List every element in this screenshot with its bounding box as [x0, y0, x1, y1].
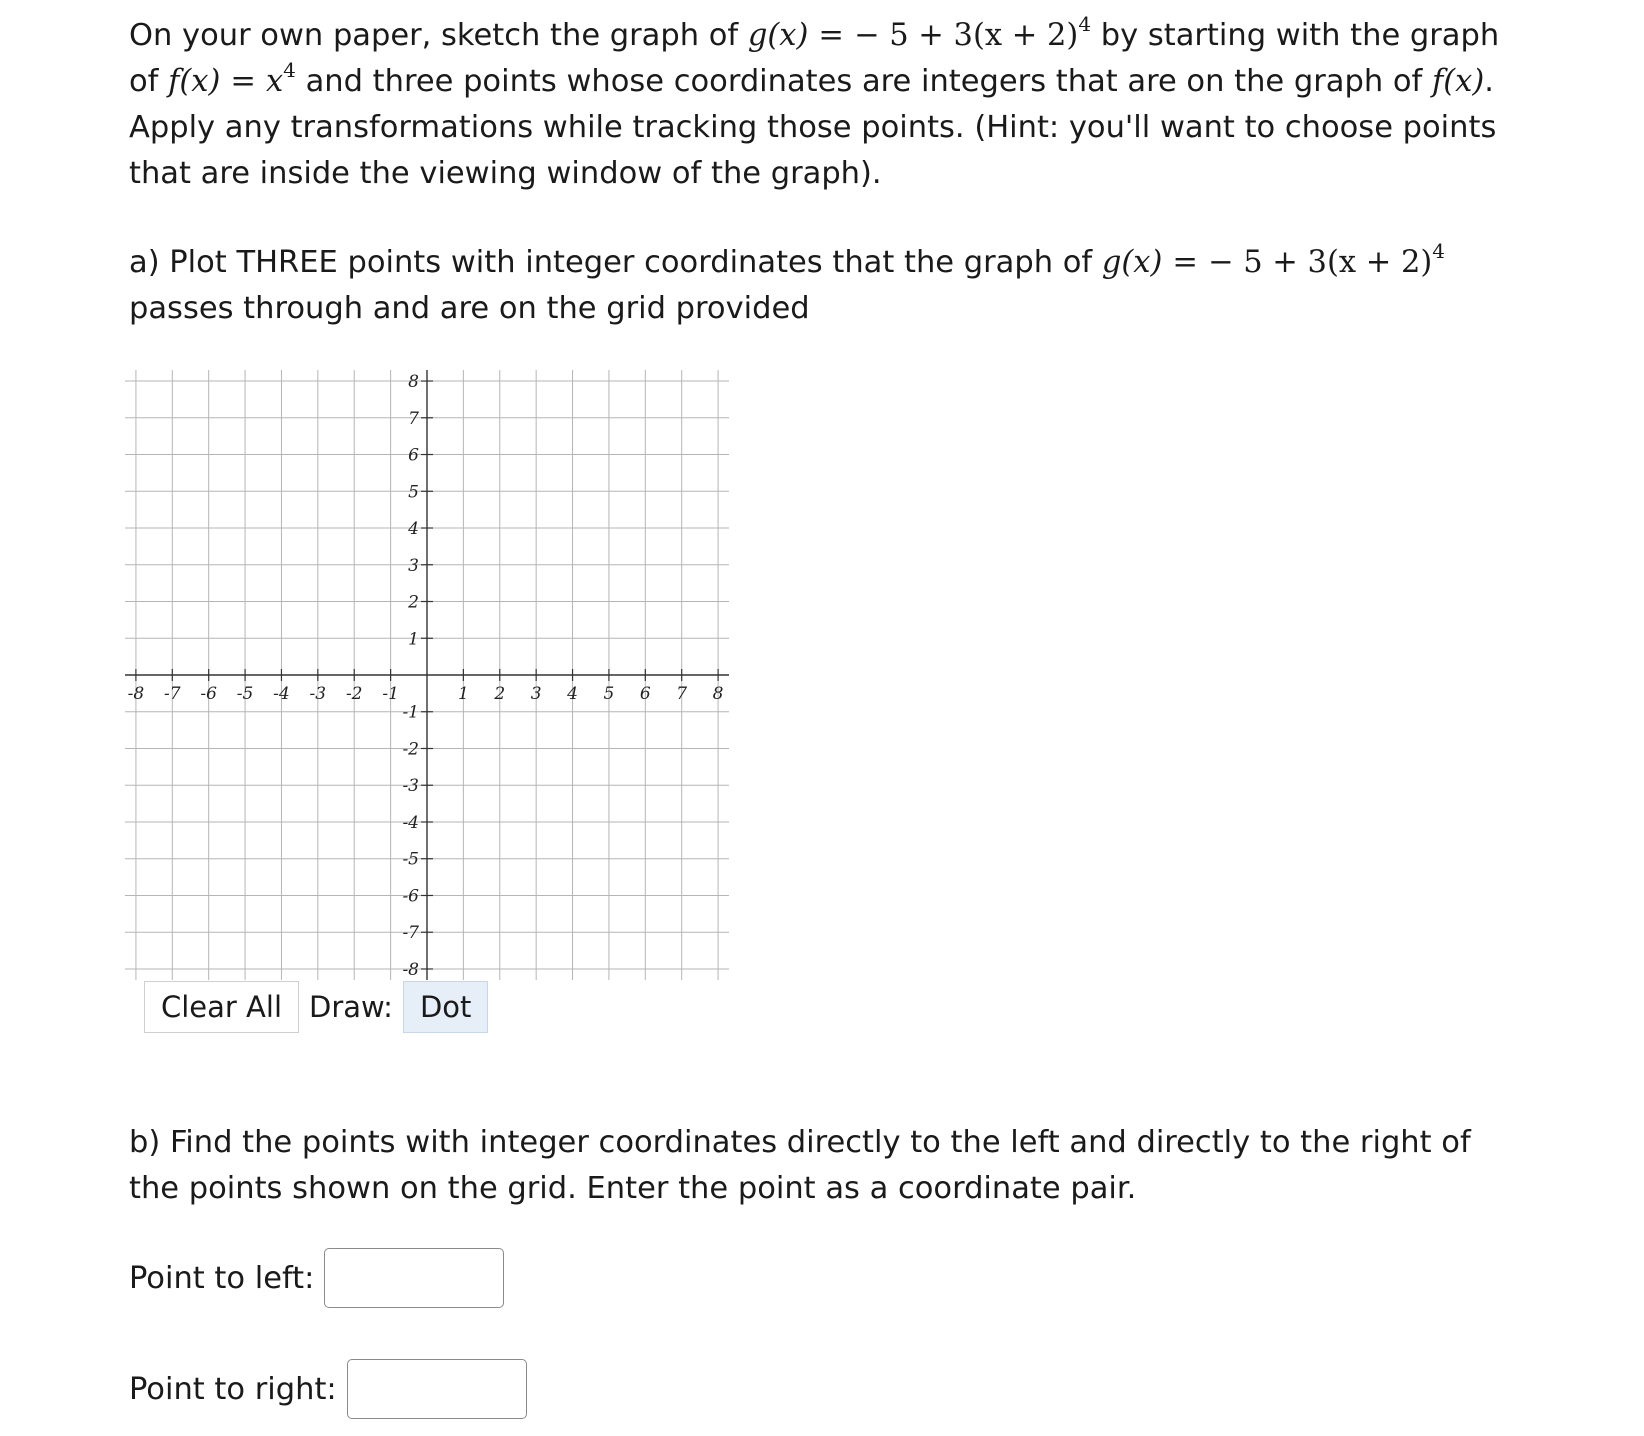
exponent: 4	[1078, 12, 1092, 36]
y-tick-label: 5	[408, 482, 419, 503]
x-tick-label: -3	[309, 684, 327, 704]
x-tick-label: -2	[345, 684, 363, 704]
instructions-paragraph	[129, 13, 1519, 197]
y-tick-label: -3	[402, 776, 419, 797]
coordinate-plane[interactable]	[125, 370, 729, 980]
x-tick-label: -4	[273, 684, 290, 704]
intro-text-post: and three points whose coordinates are integers that are on the graph of	[305, 64, 1423, 99]
point-right-input[interactable]	[347, 1359, 527, 1419]
y-tick-label: 3	[408, 555, 419, 576]
y-tick-label: -8	[402, 959, 419, 980]
y-tick-label: 7	[408, 408, 419, 429]
x-tick-label: 2	[494, 684, 506, 704]
y-tick-label: 1	[408, 629, 419, 650]
x-tick-label: -5	[236, 684, 254, 704]
x-tick-label: -8	[127, 684, 145, 704]
f-function-formula	[168, 58, 296, 99]
dot-tool-button[interactable]: Dot	[403, 981, 488, 1033]
graph-toolbar	[144, 980, 488, 1034]
x-tick-label: 8	[712, 684, 724, 704]
x-tick-label: -1	[382, 684, 399, 704]
x-tick-label: 3	[530, 684, 542, 704]
clear-all-button[interactable]: Clear All	[144, 981, 299, 1033]
point-right-label: Point to right:	[129, 1371, 337, 1407]
y-tick-label: -1	[402, 702, 419, 723]
part-a-text-end: passes through and are on the grid provided	[129, 291, 810, 326]
point-left-input[interactable]	[324, 1248, 504, 1308]
y-tick-label: -5	[402, 849, 419, 870]
point-left-label: Point to left:	[129, 1260, 315, 1296]
f-of-x-ref: f(x)	[1431, 64, 1485, 99]
intro-text-end: . Apply any transformations while tracking those points. (Hint: you'll want to choose points that are inside the viewing window of the graph).	[129, 64, 1497, 191]
y-tick-label: -7	[402, 923, 419, 944]
g-function-formula	[1101, 239, 1446, 280]
y-tick-label: -4	[402, 812, 419, 833]
x-tick-label: -6	[200, 684, 217, 704]
equals-sign: =	[230, 64, 256, 99]
g-rhs: − 5 + 3(x + 2)	[1207, 245, 1433, 280]
equals-sign: =	[1172, 245, 1198, 280]
draw-label: Draw:	[309, 990, 393, 1024]
f-rhs: x	[265, 64, 284, 99]
x-tick-label: 4	[567, 684, 578, 704]
y-tick-label: -6	[402, 886, 419, 907]
x-tick-label: 1	[457, 684, 469, 704]
y-tick-label: -2	[402, 739, 419, 760]
x-tick-label: 6	[639, 684, 651, 704]
g-rhs: − 5 + 3(x + 2)	[853, 18, 1079, 53]
y-tick-label: 6	[408, 445, 419, 466]
part-a-text: a) Plot THREE points with integer coordinates that the graph of	[129, 245, 1093, 280]
graphing-grid[interactable]	[125, 370, 729, 980]
point-right-row	[129, 1359, 527, 1419]
y-tick-label: 8	[408, 372, 419, 393]
x-tick-label: -7	[164, 684, 181, 704]
y-tick-label: 2	[408, 592, 419, 613]
g-function-formula	[747, 12, 1092, 53]
x-tick-label: 7	[676, 684, 688, 704]
exponent: 4	[283, 58, 296, 82]
g-of-x: g(x)	[747, 18, 809, 53]
intro-text-mid: by starting with the graph of	[129, 18, 1500, 99]
g-of-x: g(x)	[1101, 245, 1163, 280]
f-of-x: f(x)	[168, 64, 221, 99]
part-a-prompt	[129, 240, 1519, 332]
y-tick-label: 4	[408, 519, 419, 540]
exponent: 4	[1432, 239, 1446, 263]
x-tick-label: 5	[603, 684, 615, 704]
equals-sign: =	[818, 18, 844, 53]
part-b-prompt: b) Find the points with integer coordinates directly to the left and directly to the right of the points shown on the grid. Enter the point as a coordinate pair.	[129, 1125, 1471, 1206]
intro-text: On your own paper, sketch the graph of	[129, 18, 739, 53]
point-left-row	[129, 1248, 504, 1308]
